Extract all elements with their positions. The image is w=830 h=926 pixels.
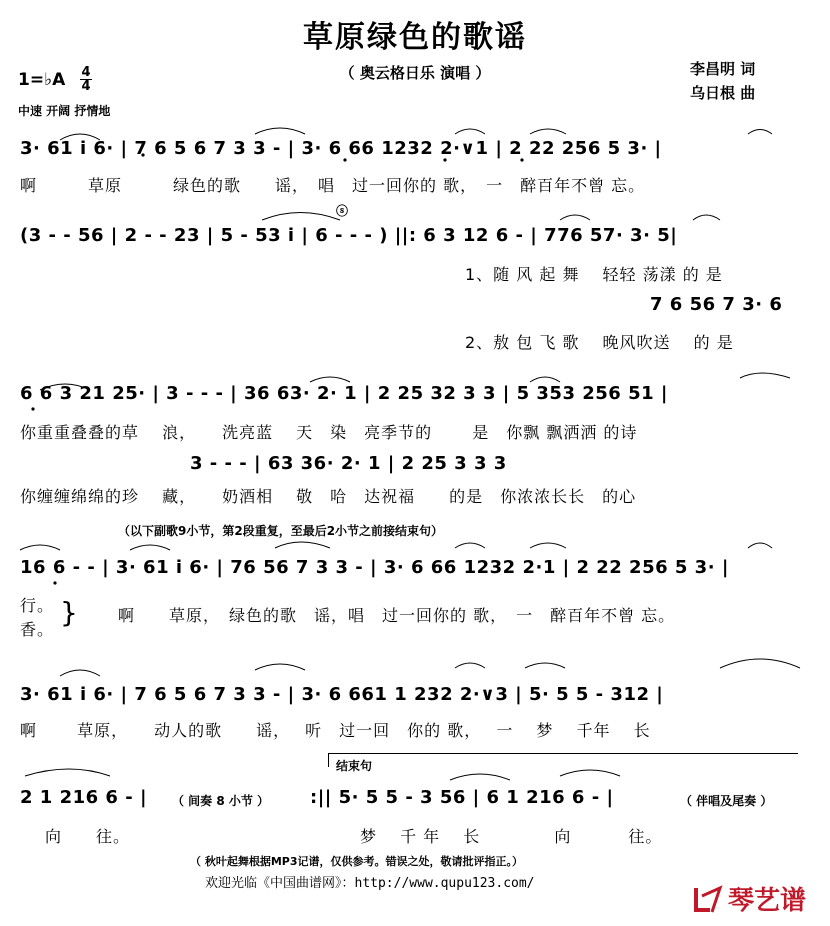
interlude-note: （ 间奏 8 小节 ） — [172, 794, 270, 808]
lyricist: 李昌明 词 — [690, 60, 756, 78]
site-logo — [692, 880, 806, 917]
ending-label: 结束句 — [336, 759, 373, 773]
time-sig-bottom: 4 — [81, 79, 91, 94]
lyric-row-1: 啊 草原 绿色的歌 谣， 唱 过一回你的 歌， 一 醉百年不曾 忘。 — [20, 176, 646, 195]
section-note: （以下副歌9小节，第2段重复，至最后2小节之前接结束句） — [118, 524, 444, 538]
disclaimer: （ 秋叶起舞根据MP3记谱，仅供参考。错误之处，敬请批评指正。） — [190, 855, 523, 868]
page-title: 草原绿色的歌谣 — [303, 20, 527, 55]
logo-text: 琴艺谱 — [728, 886, 807, 916]
tempo-marking: 中速 开阔 抒情地 — [18, 104, 111, 118]
segno-mark: ⓢ — [336, 204, 349, 218]
notation-row-2: (3 - - 56 | 2 - - 23 | 5 - 53 i | 6 - - - ) ||: 6 3 12 6 - | 776 57· 3· 5| — [20, 225, 678, 246]
lyric-row-6: 向 往。 梦 千 年 长 向 往。 — [45, 827, 663, 846]
notation-row-2b: 7 6 56 7 3· 6 — [650, 294, 783, 315]
lyric-row-3b: 你缠缠绵绵的珍 藏， 奶酒相 敬 哈 达祝福 的是 你浓浓长长 的心 — [20, 487, 637, 506]
lyric-row-3a: 你重重叠叠的草 浪， 洗亮蓝 天 染 亮季节的 是 你飘 飘洒洒 的诗 — [20, 423, 638, 442]
notation-row-3b: 3 - - - | 63 36· 2· 1 | 2 25 3 3 3 — [190, 453, 507, 474]
outro-note: （ 伴唱及尾奏 ） — [680, 794, 773, 808]
notation-row-3: 6 6 3 21 25· | 3 - - - | 36 63· 2· 1 | 2 25 32 3 3 | 5 353 256 51 | — [20, 383, 668, 404]
key-signature: 1=♭A — [18, 70, 66, 90]
lyric-row-4-verse1: 行。 — [20, 596, 55, 615]
notation-row-6b: :|| 5· 5 5 - 3 56 | 6 1 216 6 - | — [310, 787, 614, 808]
notation-row-1: 3· 61 i 6· | 7 6 5 6 7 3 3 - | 3· 6 66 1232 2·∨1 | 2 22 256 5 3· | — [20, 138, 662, 159]
lyric-row-4: 啊 草原， 绿色的歌 谣，唱 过一回你的 歌， 一 醉百年不曾 忘。 — [118, 606, 676, 625]
lyric-row-5: 啊 草原， 动人的歌 谣， 听 过一回 你的 歌， 一 梦 千年 长 — [20, 721, 651, 740]
composer: 乌日根 曲 — [690, 84, 756, 102]
welcome-line: 欢迎光临《中国曲谱网》：http://www.qupu123.com/ — [205, 876, 535, 891]
lyric-row-2b: 2、敖 包 飞 歌 晚风吹送 的 是 — [465, 333, 734, 352]
logo-icon — [692, 882, 726, 916]
performer-line: （ 奥云格日乐 演唱 ） — [339, 64, 491, 82]
notation-row-4: 16 6 - - | 3· 61 i 6· | 76 56 7 3 3 - | 3· 6 66 1232 2·1 | 2 22 256 5 3· | — [20, 557, 729, 578]
time-sig-top: 4 — [81, 65, 91, 80]
ending-bracket-tick — [328, 753, 329, 767]
notation-row-5: 3· 61 i 6· | 7 6 5 6 7 3 3 - | 3· 6 661 1 232 2·∨3 | 5· 5 5 - 312 | — [20, 684, 664, 705]
notation-row-6a: 2 1 216 6 - | — [20, 787, 148, 808]
lyric-row-2a: 1、随 风 起 舞 轻轻 荡漾 的 是 — [465, 265, 723, 284]
brace-mark: } — [60, 596, 79, 629]
lyric-row-4-verse2: 香。 — [20, 620, 55, 639]
ending-bracket-line — [328, 753, 798, 754]
